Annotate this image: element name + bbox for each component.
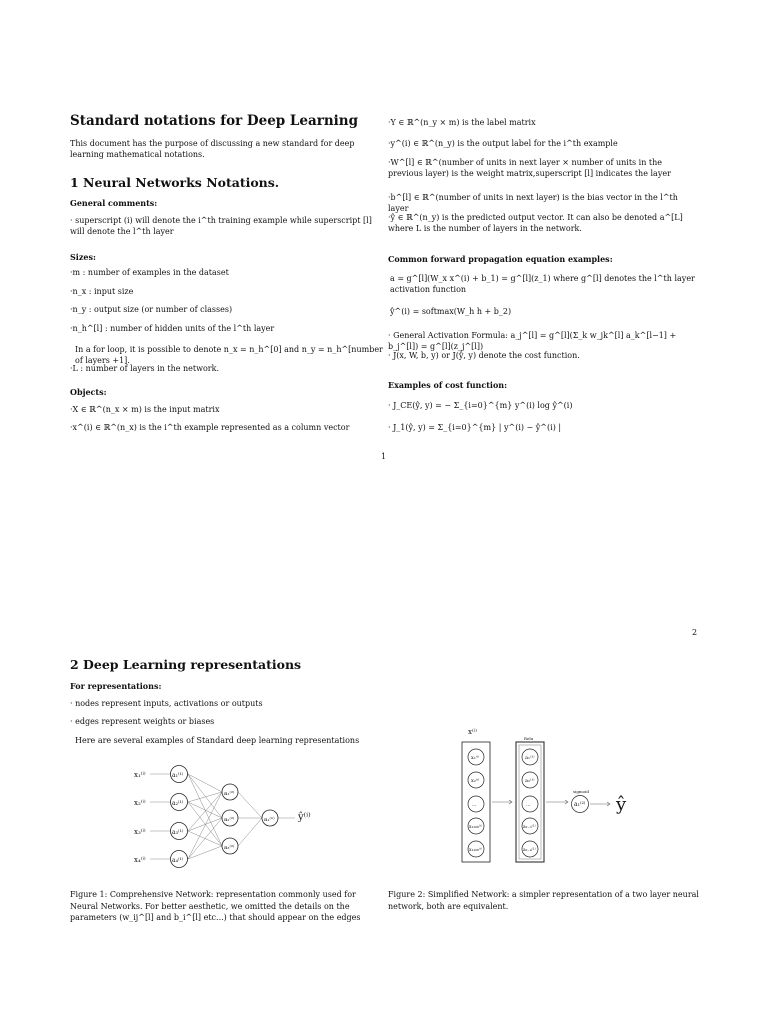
forward-item: a = g^[l](W_x x^(i) + b_1) = g^[l](z_1) where g^[l] denotes the l^th layer activation function (390, 274, 695, 294)
input-label: x₂⁽ⁱ⁾ (134, 799, 146, 807)
layer2-label: a₂⁽²⁾ (224, 817, 235, 823)
general-item: · superscript (i) will denote the i^th training example while superscript [l] will denote the l^th layer (70, 216, 372, 236)
objects-heading: Objects: (70, 387, 107, 397)
fig2-input-text: x₂⁽ⁱ⁾ (471, 778, 480, 784)
layer2-label: a₃⁽²⁾ (224, 845, 235, 851)
input-label: x₁⁽ⁱ⁾ (134, 771, 146, 779)
fig2-input-text: ... (472, 802, 477, 808)
right-item: ·ŷ ∈ ℝ^(n_y) is the predicted output vector. It can also be denoted a^[L] where L is the number of layers in the network. (388, 213, 683, 233)
input-label: x₃⁽ⁱ⁾ (134, 828, 146, 836)
object-item: ·x^(i) ∈ ℝ^(n_x) is the i^th example represented as a column vector (70, 423, 350, 432)
size-item: ·m : number of examples in the dataset (70, 268, 229, 277)
page-number: 1 (381, 452, 387, 461)
rep-item: · edges represent weights or biases (70, 717, 215, 726)
size-item: ·n_y : output size (or number of classes) (70, 305, 233, 314)
figure-2-network (450, 722, 650, 867)
fig2-hidden-label: Relu (524, 736, 534, 741)
rep-heading: For representations: (70, 681, 162, 691)
fig2-hidden-text: a₂₋₄⁽¹⁾ (523, 848, 536, 853)
sizes-heading: Sizes: (70, 252, 96, 262)
layer3-label: a₁⁽ⁿ⁾ (264, 817, 275, 823)
right-item: ·b^[l] ∈ ℝ^(number of units in next layer) is the bias vector in the l^th layer (388, 193, 678, 213)
fig2-yhat: ŷ (616, 794, 627, 815)
fig2-sigmoid-label: sigmoid (573, 789, 589, 794)
fig2-output-text: a₁⁽²⁾ (574, 801, 586, 808)
page-number: 2 (692, 628, 698, 637)
page-title: Standard notations for Deep Learning (70, 113, 359, 129)
input-label: x₄⁽ⁱ⁾ (134, 856, 146, 864)
forward-heading: Common forward propagation equation examples: (388, 254, 613, 264)
right-item: ·W^[l] ∈ ℝ^(number of units in next layer × number of units in the previous layer) is the weight matrix,superscript [l] indicates the layer (388, 158, 671, 178)
fig2-input-text: x₁₂₀₈⁽ⁱ⁾ (469, 825, 482, 830)
layer2-label: a₁⁽²⁾ (224, 791, 235, 797)
right-item: ·Y ∈ ℝ^(n_y × m) is the label matrix (388, 118, 536, 127)
layer1-label: a₄⁽¹⁾ (172, 857, 184, 864)
fig2-hidden-text: a₁⁽¹⁾ (525, 755, 535, 761)
cost-item: · J_1(ŷ, y) = Σ_{i=0}^{m} | y^(i) − ŷ^(i) | (388, 423, 562, 432)
figure-1-caption: Figure 1: Comprehensive Network: representation commonly used for Neural Networks. For better aesthetic, we omitted the details on the parameters (w_ij^[l] and b_i^[l] etc...) that should appear on the edges (70, 890, 361, 922)
forward-item: ŷ^(i) = softmax(W_h h + b_2) (390, 307, 512, 316)
rep-item: · nodes represent inputs, activations or outputs (70, 699, 263, 708)
size-item: ·n_h^[l] : number of hidden units of the l^th layer (70, 324, 275, 333)
cost-item: · J_CE(ŷ, y) = − Σ_{i=0}^{m} y^(i) log ŷ^(i) (388, 401, 573, 410)
section-1-heading: 1 Neural Networks Notations. (70, 175, 280, 190)
figure-2-caption: Figure 2: Simplified Network: a simpler representation of a two layer neural network, both are equivalent. (388, 890, 699, 911)
fig2-hidden-text: a₂₋₃⁽¹⁾ (523, 825, 536, 830)
fig2-input-text: x₁⁽ⁱ⁾ (471, 755, 480, 761)
forward-item: · General Activation Formula: a_j^[l] = g^[l](Σ_k w_jk^[l] a_k^[l−1] + b_j^[l]) = g^[l](z_j^[l]) (388, 331, 677, 351)
figure-1-network (130, 758, 390, 878)
intro-paragraph: This document has the purpose of discussing a new standard for deep learning mathematical notations. (70, 139, 355, 159)
size-item: ·L : number of layers in the network. (70, 364, 220, 373)
forward-item: · J(x, W, b, y) or J(ŷ, y) denote the cost function. (388, 351, 580, 360)
fig2-hidden-text: a₂⁽¹⁾ (525, 778, 535, 784)
section-2-heading: 2 Deep Learning representations (70, 657, 302, 672)
size-item: In a for loop, it is possible to denote n_x = n_h^[0] and n_y = n_h^[number of layers +1]. (75, 345, 383, 365)
right-item: ·y^(i) ∈ ℝ^(n_y) is the output label for the i^th example (388, 139, 618, 148)
general-heading: General comments: (70, 198, 158, 208)
layer1-label: a₃⁽¹⁾ (172, 829, 184, 836)
fig2-hidden-text: ... (526, 802, 531, 808)
layer1-label: a₁⁽¹⁾ (172, 772, 184, 779)
size-item: ·n_x : input size (70, 287, 134, 296)
fig2-input-label: x⁽ⁱ⁾ (468, 728, 477, 736)
cost-heading: Examples of cost function: (388, 380, 508, 390)
object-item: ·X ∈ ℝ^(n_x × m) is the input matrix (70, 405, 220, 414)
rep-text: Here are several examples of Standard deep learning representations (75, 736, 360, 745)
fig2-input-text: x₁₂₀₈⁽ⁱ⁾ (469, 848, 482, 853)
layer1-label: a₂⁽¹⁾ (172, 800, 184, 807)
output-label: ŷ⁽ⁱ⁾ (298, 812, 311, 823)
